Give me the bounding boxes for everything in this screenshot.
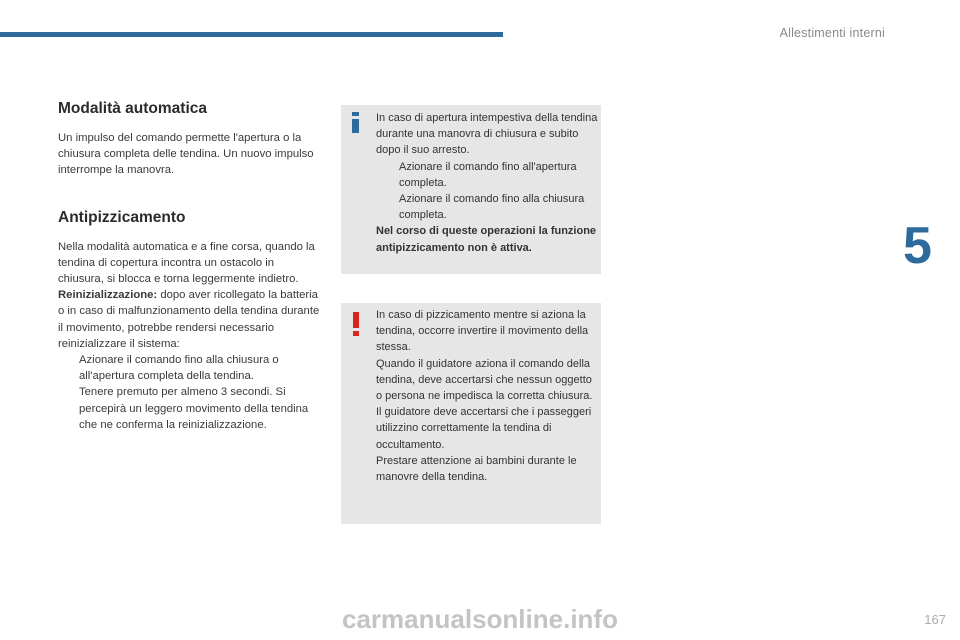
- list-item-text: Azionare il comando fino all'apertura completa.: [399, 160, 577, 189]
- list-item: [58, 352, 320, 384]
- info-box-note: Nel corso di queste operazioni la funzione antipizzicamento non è attiva.: [376, 225, 597, 254]
- info-box-note-paragraph: [376, 223, 598, 255]
- list-item: [376, 191, 598, 223]
- heading-antipinch: Antipizzicamento: [58, 208, 186, 226]
- warning-text-1: In caso di pizzicamento mentre si aziona la tendina, occorre invertire il movimento della stessa.: [376, 309, 589, 354]
- chapter-number: 5: [903, 217, 932, 275]
- warning-text-4: Prestare attenzione ai bambini durante le manovre della tendina.: [376, 454, 577, 484]
- info-icon: [352, 112, 360, 134]
- left-column: [58, 100, 320, 433]
- automatic-mode-text: Un impulso del comando permette l'apertura o la chiusura completa delle tendina. Un nuovo impulso interrompe la manovra.: [58, 132, 314, 177]
- list-item: [376, 159, 598, 191]
- warning-text-3: Il guidatore deve accertarsi che i passeggeri utilizzino correttamente la tendina di occultamento.: [376, 406, 592, 451]
- heading-automatic-mode: Modalità automatica: [58, 100, 207, 117]
- list-item-text: Tenere premuto per almeno 3 secondi. Si percepirà un leggero movimento della tendina che ne conferma la reinizializzazione.: [79, 386, 309, 431]
- reinit-paragraph: [58, 287, 320, 352]
- warning-text-2: Quando il guidatore aziona il comando della tendina, deve accertarsi che nessun oggetto o persona ne impedisca la corretta chiusura.: [376, 357, 593, 403]
- info-box: [341, 105, 601, 274]
- reinit-label: Reinizializzazione:: [58, 289, 158, 302]
- warning-box: [341, 303, 601, 524]
- info-box-text: In caso di apertura intempestiva della tendina durante una manovra di chiusura e subito dopo il suo arresto.: [376, 112, 598, 157]
- header-accent-bar: [0, 32, 503, 37]
- list-item-text: Azionare il comando fino alla chiusura completa.: [399, 193, 585, 222]
- antipinch-text: Nella modalità automatica e a fine corsa, quando la tendina di copertura incontra un ostacolo in chiusura, si blocca e torna leggermente indietro.: [58, 240, 315, 286]
- reinit-text: dopo aver ricollegato la batteria o in caso di malfunzionamento della tendina durante il movimento, potrebbe rendersi necessario reinizializzare il sistema:: [58, 289, 320, 350]
- warning-icon: [353, 312, 361, 336]
- section-title: Allestimenti interni: [779, 26, 885, 40]
- list-item: [58, 384, 320, 433]
- watermark: carmanualsonline.info: [342, 604, 618, 634]
- page-number: 167: [924, 612, 946, 627]
- list-item-text: Azionare il comando fino alla chiusura o all'apertura completa della tendina.: [79, 354, 279, 383]
